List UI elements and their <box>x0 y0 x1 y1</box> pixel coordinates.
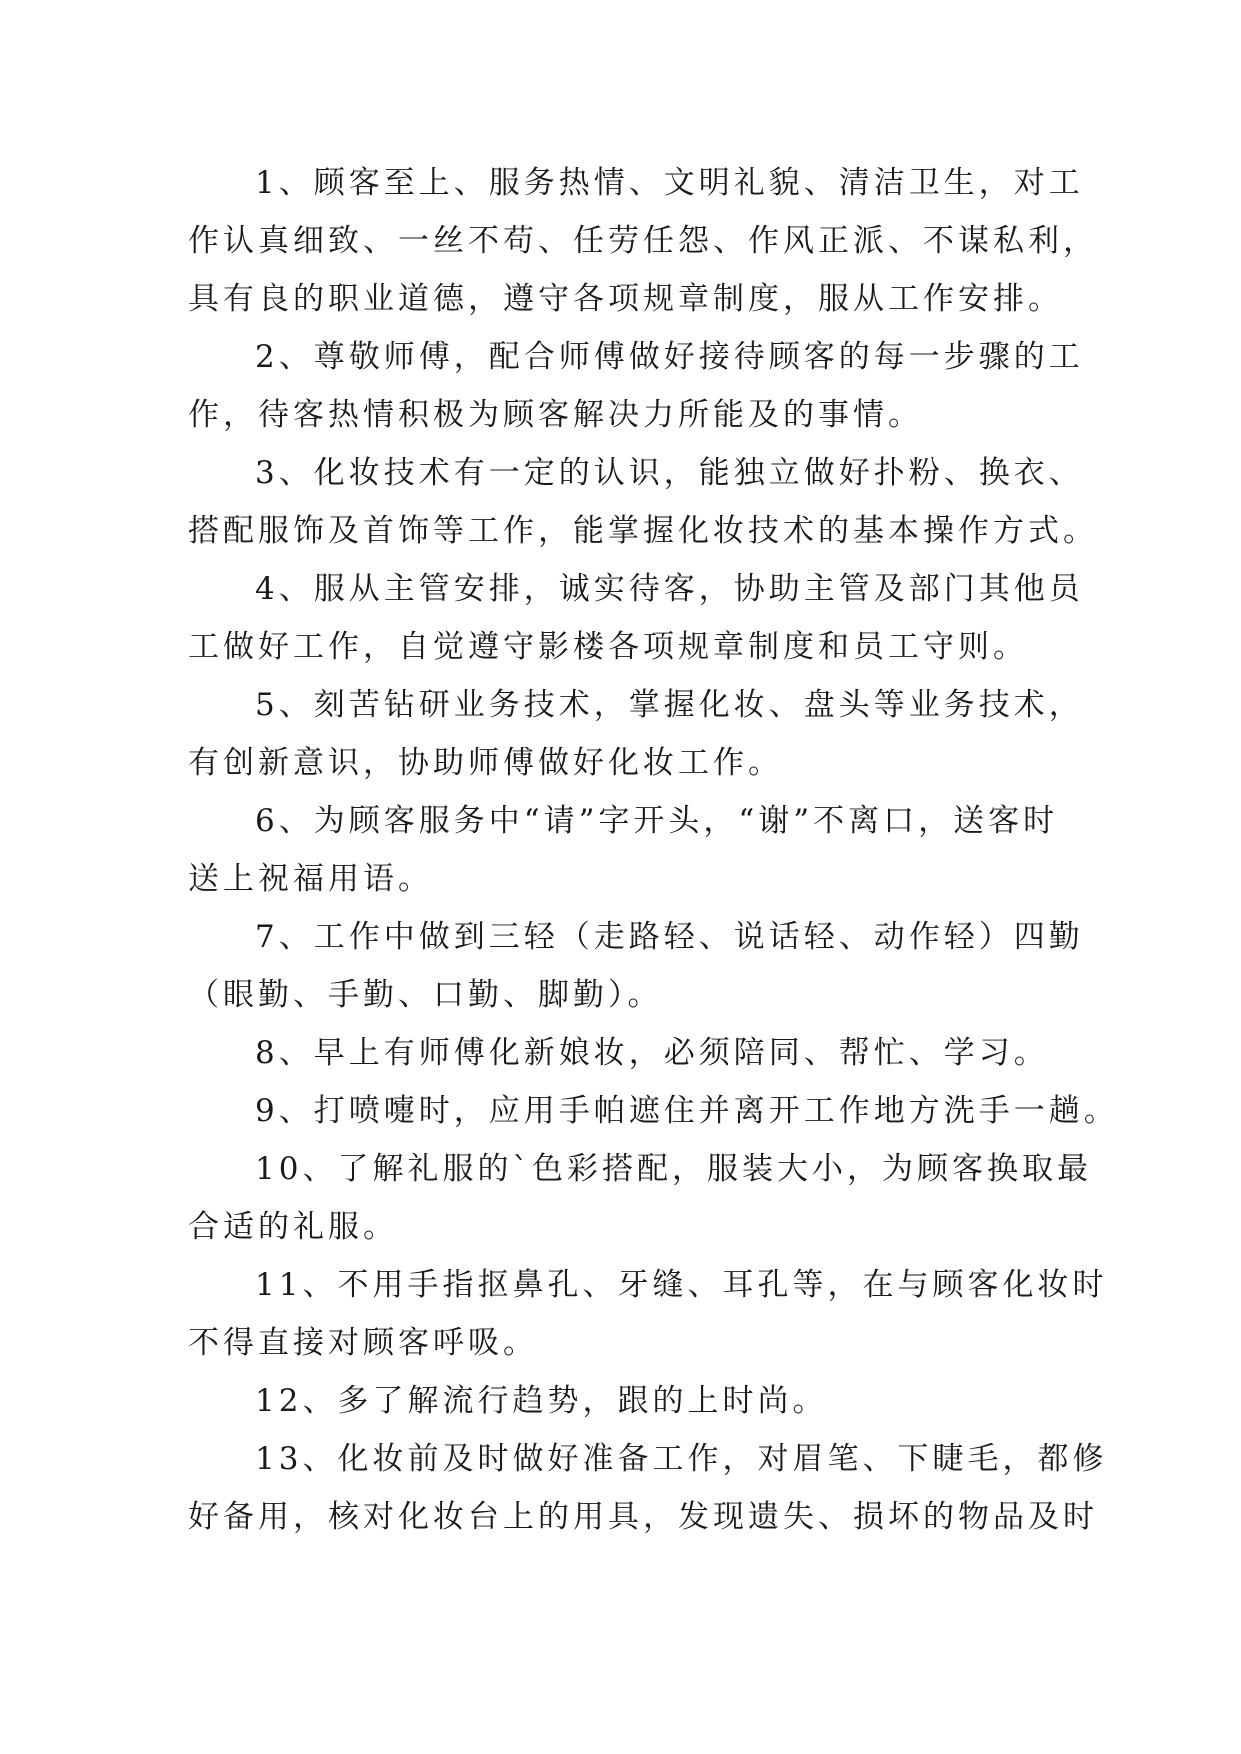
paragraph-13 <box>188 1430 1108 1546</box>
paragraph-line: 12、多了解流行趋势，跟的上时尚。 <box>255 1383 828 1419</box>
paragraph-line: （眼勤、手勤、口勤、脚勤）。 <box>188 977 663 1013</box>
paragraph-line: 具有良的职业道德，遵守各项规章制度，服从工作安排。 <box>188 281 1063 317</box>
paragraph-line: 好备用，核对化妆台上的用具，发现遗失、损坏的物品及时 <box>188 1499 1098 1535</box>
paragraph-4 <box>188 560 1084 676</box>
paragraph-line: 4、服从主管安排，诚实待客，协助主管及部门其他员 <box>255 571 1084 607</box>
paragraph-line: 作认真细致、一丝不苟、任劳任怨、作风正派、不谋私利， <box>188 223 1098 259</box>
paragraph-5 <box>188 676 1084 792</box>
paragraph-line: 2、尊敬师傅，配合师傅做好接待顾客的每一步骤的工 <box>255 339 1084 375</box>
paragraph-3 <box>188 444 1098 560</box>
paragraph-6 <box>188 792 1068 908</box>
paragraph-line: 送上祝福用语。 <box>188 861 433 897</box>
paragraph-line: 搭配服饰及首饰等工作，能掌握化妆技术的基本操作方式。 <box>188 513 1098 549</box>
paragraph-line: 10、了解礼服的`色彩搭配，服装大小，为顾客换取最 <box>255 1151 1092 1187</box>
paragraph-line: 11、不用手指抠鼻孔、牙缝、耳孔等，在与顾客化妆时 <box>255 1267 1108 1303</box>
paragraph-10 <box>188 1140 1092 1256</box>
paragraph-line: 6、为顾客服务中“请”字开头，“谢”不离口，送客时 <box>255 803 1059 839</box>
paragraph-line: 作，待客热情积极为顾客解决力所能及的事情。 <box>188 397 923 433</box>
paragraph-7 <box>188 908 1084 1024</box>
paragraph-line: 有创新意识，协助师傅做好化妆工作。 <box>188 745 783 781</box>
paragraph-line: 8、早上有师傅化新娘妆，必须陪同、帮忙、学习。 <box>255 1035 1049 1071</box>
paragraph-line: 9、打喷嚏时，应用手帕遮住并离开工作地方洗手一趟。 <box>255 1093 1119 1129</box>
paragraph-line: 3、化妆技术有一定的认识，能独立做好扑粉、换衣、 <box>255 455 1084 491</box>
paragraph-9 <box>188 1082 1119 1140</box>
paragraph-line: 7、工作中做到三轻（走路轻、说话轻、动作轻）四勤 <box>255 919 1084 955</box>
paragraph-line: 13、化妆前及时做好准备工作，对眉笔、下睫毛，都修 <box>255 1441 1108 1477</box>
paragraph-12 <box>188 1372 1068 1430</box>
paragraph-line: 合适的礼服。 <box>188 1209 398 1245</box>
document-body <box>188 154 1119 1546</box>
paragraph-line: 5、刻苦钻研业务技术，掌握化妆、盘头等业务技术， <box>255 687 1084 723</box>
paragraph-11 <box>188 1256 1108 1372</box>
paragraph-2 <box>188 328 1084 444</box>
paragraph-line: 工做好工作，自觉遵守影楼各项规章制度和员工守则。 <box>188 629 1028 665</box>
paragraph-8 <box>188 1024 1068 1082</box>
paragraph-line: 不得直接对顾客呼吸。 <box>188 1325 538 1361</box>
paragraph-line: 1、顾客至上、服务热情、文明礼貌、清洁卫生，对工 <box>255 165 1084 201</box>
paragraph-1 <box>188 154 1098 328</box>
